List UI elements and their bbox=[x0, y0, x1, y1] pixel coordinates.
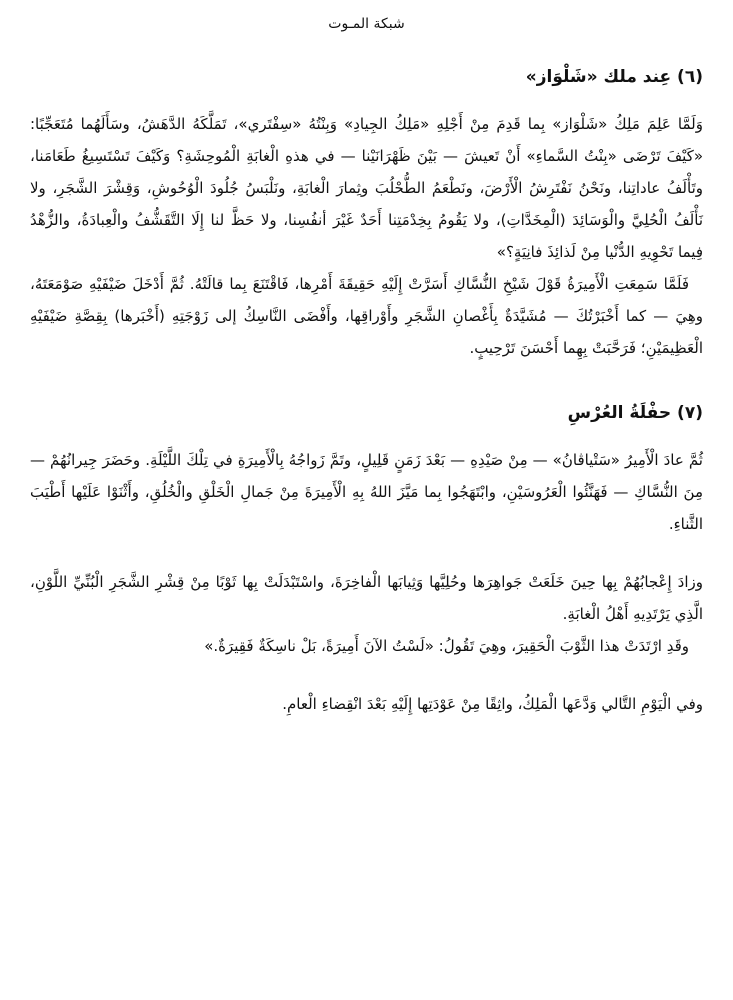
section-7-paragraph-2: وزادَ إِعْجابُهُمْ بِها حِينَ خَلَعَتْ جَواهِرَها وحُلِيَّها وَثِيابَها الْفاخِرَةَ، واسْتَبْدَلَتْ بِها ثَوْبًا مِنْ قِشْرِ الشَّجَرِ الْبُنِّيِّ اللَّوْنِ، الَّذِي يَرْتَدِيهِ أَهْلُ الْغابَةِ. bbox=[30, 573, 703, 623]
section-spacer bbox=[30, 364, 703, 400]
section-7-paragraph-4: وفي الْيَوْمِ التَّالي وَدَّعَها الْمَلِكُ، واثِقًا مِنْ عَوْدَتِها إِلَيْهِ بَعْدَ انْقِضاءِ الْعامِ. bbox=[282, 695, 703, 713]
section-6-paragraph-2: فَلَمَّا سَمِعَتِ الْأَمِيرَةُ قَوْلَ شَيْخِ النُّسَّاكِ أَسَرَّتْ إِلَيْهِ حَقِيقَةَ أَمْرِها، فَاقْتَنَعَ بِما قالَتْهُ. ثُمَّ أَدْخَلَ ضَيْفَيْهِ صَوْمَعَتَهُ، وهِيَ — كما أَخْبَرْتُكَ — مُشَيَّدَةٌ بِأَغْصانِ الشَّجَرِ وأَوْراقِها، وأَفْضَى النَّاسِكُ إلى زَوْجَتِهِ (أَخْبَرها) بِقِصَّةِ ضَيْفَيْهِ الْعَظِيمَيْنِ؛ فَرَحَّبَتْ بِهِما أَحْسَنَ تَرْحِيبٍ. bbox=[30, 275, 703, 357]
paragraph-spacer bbox=[30, 662, 703, 688]
section-7-paragraph-3: وقَدِ ارْتَدَتْ هذا الثَّوْبَ الْحَقِيرَ، وهِيَ تَقُولُ: «لَسْتُ الآنَ أَمِيرَةً، بَلْ ناسِكَةٌ فَقِيرَةٌ.» bbox=[204, 637, 689, 655]
section-6-heading: (٦) عِند ملك «شَلْوَاز» bbox=[525, 67, 703, 87]
section-7-paragraph-1: ثُمَّ عادَ الْأَمِيرُ «سَتْياڤانُ» — مِنْ صَيْدِهِ — بَعْدَ زَمَنٍ قَلِيلٍ، وتَمَّ زَواجُهُ بِالْأَمِيرَةِ في تِلْكَ اللَّيْلَةِ. وحَضَرَ جِيرانُهُمْ — مِنَ النُّسَّاكِ — فَهَنَّئُوا الْعَرُوسَيْنِ، وابْتَهَجُوا بِما مَيَّزَ اللهُ بِهِ الْأَمِيرَةَ مِنْ جَمالِ الْخَلْقِ والْخُلُقِ، وأَثْنَوْا عَلَيْها أَطْيَبَ الثَّناءِ. bbox=[30, 451, 703, 533]
section-7-heading: (٧) حفْلَةُ العُرْسِ bbox=[567, 403, 703, 423]
paragraph-spacer bbox=[30, 540, 703, 566]
section-6-paragraph-1: وَلَمَّا عَلِمَ مَلِكُ «شَلْوَاز» بِما قَدِمَ مِنْ أَجْلِهِ «مَلِكُ الجِيادِ» وَبِنْتُهُ «سِفْتَري»، تَمَلَّكَهُ الدَّهَشُ، وسَأَلَهُما مُتَعَجِّبًا: «كَيْفَ تَرْضَى «بِنْتُ السَّماءِ» أَنْ تَعيشَ — بَيْنَ ظَهْرَانَيْنا — في هذهِ الْغابَةِ الْمُوحِشَةِ؟ وَكَيْفَ تَسْتَسِيغُ طَعَامَنا، وتَأْلَفُ عاداتِنا، ونَحْنُ نَفْتَرِشُ الْأَرْضَ، ونَطْعَمُ الطُّحْلُبَ وثِمارَ الْغابَةِ، ونَلْبَسُ جُلُودَ الْوُحُوشِ، وَقِشْرَ الشَّجَرِ، ولا نَأْلَفُ الْحُلِيَّ والْوَسَائِدَ (الْمِخَدَّاتِ)، ولا يَقُومُ بِخِدْمَتِنا أَحَدٌ غَيْرَ أنفُسِنا، ولا حَظَّ لنا إِلَا التَّقَشُّفُ والْعِبادَةُ، والزُّهْدُ فِيما تَحْوِيهِ الدُّنْيا مِنْ لَذائِذَ فانِيَةٍ؟» bbox=[30, 115, 703, 261]
running-header: شبكة المـوت bbox=[328, 16, 405, 32]
